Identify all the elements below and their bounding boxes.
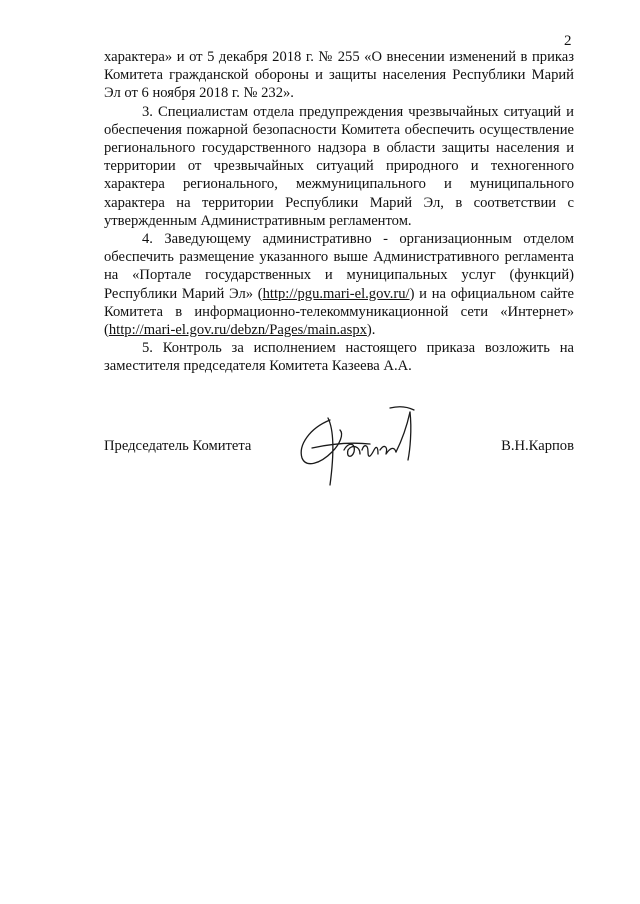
paragraph-continuation: характера» и от 5 декабря 2018 г. № 255 «О внесении изменений в приказ Комитета гражданской обороны и защиты населения Республики Марий Эл от 6 ноября 2018 г. № 232». [104, 49, 574, 102]
page-number: 2 [564, 33, 572, 49]
item-4-text-start: 4. Заведующему административно - организационным отделом обеспечить размещение указанного выше Административного регламента на «Портале государственных и муниципальных услуг (функций) Республики Марий Эл» ( [104, 231, 574, 302]
handwritten-signature-icon [290, 400, 450, 490]
signatory-title: Председатель Комитета [104, 438, 252, 454]
document-body [104, 48, 574, 376]
signatory-name: В.Н.Карпов [501, 438, 574, 454]
portal-link[interactable]: http://pgu.mari-el.gov.ru/ [262, 285, 410, 302]
committee-site-link[interactable]: http://mari-el.gov.ru/debzn/Pages/main.aspx [108, 322, 367, 339]
paragraph-item-4 [104, 230, 574, 339]
paragraph-item-5: 5. Контроль за исполнением настоящего приказа возложить на заместителя председателя Комитета Казеева А.А. [104, 340, 574, 375]
item-4-text-end: ). [366, 322, 376, 339]
item-4-text-middle: ) и на официальном сайте Комитета в информационно-телекоммуникационной сети «Интернет» ( [104, 285, 574, 339]
paragraph-item-3: 3. Специалистам отдела предупреждения чрезвычайных ситуаций и обеспечения пожарной безопасности Комитета обеспечить осуществление регионального государственного надзора в области защиты населения и территории от чрезвычайных ситуаций природного и техногенного характера регионального, межмуниципального и муниципального характера на территории Республики Марий Эл, в соответствии с утвержденным Административным регламентом. [104, 103, 574, 229]
